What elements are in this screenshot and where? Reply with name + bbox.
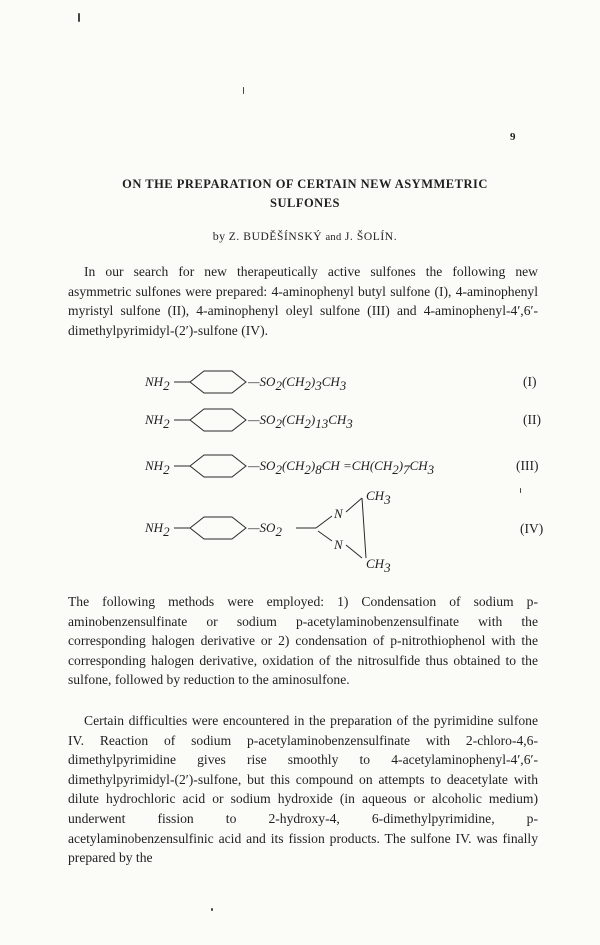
sulfone-chain: —SO2(CH2)8CH =CH(CH2)7CH3	[248, 458, 435, 477]
ring-nitrogen-top: N	[334, 506, 343, 521]
scan-speck	[243, 87, 244, 94]
title-line-1: ON THE PREPARATION OF CERTAIN NEW ASYMMETRIC	[122, 177, 488, 191]
methyl-bottom: CH3	[366, 556, 391, 575]
amine-group: NH2	[145, 412, 170, 431]
title-line-2: SULFONES	[270, 196, 340, 210]
sulfonyl-group: —SO2	[248, 520, 282, 539]
scan-speck	[78, 13, 80, 22]
formula-3	[68, 451, 548, 481]
paragraph-difficulties: Certain difficulties were encountered in the preparation of the pyrimidine sulfone IV. Reaction of sodium p-acetylaminobenzensulfinate with 2-chloro-4,6-dimethylpyrimidine gives rise smoothly to 4-acetylaminophenyl-4′,6′-dimethylpyrimidyl-(2′)-sulfone, but this compound on attempts to deacetylate with dilute hydrochloric acid or sodium hydroxide (in aqueous or alcoholic medium) underwent fission to 2-hydroxy-4, 6-dimethylpyrimidine, p-acetylaminobenzensulfinic acid and its fission products. The sulfone IV. was finally prepared by the	[68, 713, 538, 866]
amine-group: NH2	[145, 374, 170, 393]
benzene-ring-structure	[68, 451, 548, 481]
formula-2	[68, 405, 548, 435]
scan-speck	[211, 908, 213, 911]
benzene-ring-structure	[68, 405, 548, 435]
formula-4	[68, 484, 548, 576]
author-line	[70, 229, 540, 244]
ring-nitrogen-bottom: N	[334, 537, 343, 552]
formula-1	[68, 367, 548, 397]
author-2: J. ŠOLÍN.	[344, 231, 398, 243]
pyrimidine-sulfone-structure	[68, 484, 548, 576]
sulfone-chain: —SO2(CH2)13CH3	[248, 412, 353, 431]
methyl-top: CH3	[366, 488, 391, 507]
article-title	[70, 175, 540, 213]
amine-group: NH2	[145, 458, 170, 477]
page-number: 9	[510, 131, 516, 143]
paragraph-methods: The following methods were employed: 1) Condensation of sodium p-aminobenzensulfinate or sodium p-acetylaminobenzensulfinate with the corresponding halogen derivative or 2) condensation of p-nitrothiophenol with the corresponding halogen derivative, oxidation of the nitrosulfide thus obtained to the sulfone, followed by reduction to the aminosulfone.	[68, 594, 538, 688]
formula-label: (IV)	[520, 521, 544, 536]
amine-group: NH2	[145, 520, 170, 539]
formula-label: (II)	[523, 412, 541, 427]
sulfone-chain: —SO2(CH2)3CH3	[248, 374, 347, 393]
benzene-ring-structure	[68, 367, 548, 397]
by-word: by	[212, 229, 226, 243]
and-word: and	[325, 232, 342, 243]
author-1: Z. BUDĚŠÍNSKÝ	[228, 231, 323, 243]
formula-label: (I)	[523, 374, 537, 389]
formula-label: (III)	[516, 458, 539, 473]
paragraph-intro: In our search for new therapeutically active sulfones the following new asymmetric sulfones were prepared: 4-aminophenyl butyl sulfone (I), 4-aminophenyl myristyl sulfone (II), 4-aminophenyl oleyl sulfone (III) and 4-aminophenyl-4′,6′-dimethylpyrimidyl-(2′)-sulfone (IV).	[68, 264, 538, 338]
